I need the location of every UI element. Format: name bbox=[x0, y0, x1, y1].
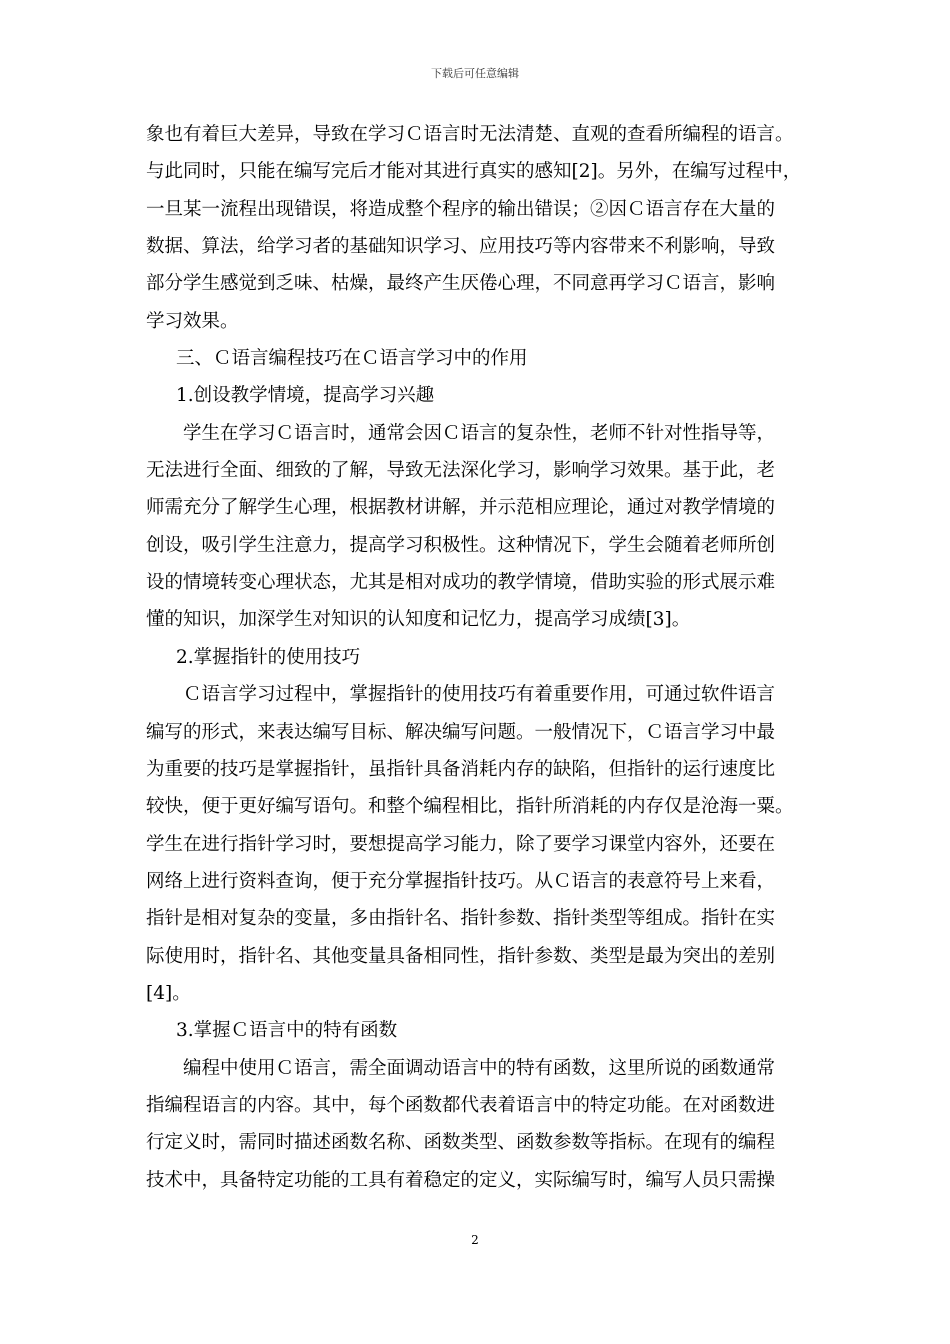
text-line: 懂的知识，加深学生对知识的认知度和记忆力，提高学习成绩[3]。 bbox=[146, 609, 691, 631]
text-line: Ｃ语言学习过程中，掌握指针的使用技巧有着重要作用，可通过软件语言 bbox=[183, 684, 776, 706]
page-number: 2 bbox=[471, 1233, 479, 1247]
text-line: 指编程语言的内容。其中，每个函数都代表着语言中的特定功能。在对函数进 bbox=[146, 1094, 776, 1116]
document-body bbox=[146, 116, 814, 1199]
text-line: 编程中使用Ｃ语言，需全面调动语言中的特有函数，这里所说的函数通常 bbox=[183, 1057, 776, 1079]
text-line: 编写的形式，来表达编写目标、解决编写问题。一般情况下，Ｃ语言学习中最 bbox=[146, 721, 776, 743]
subsection-heading: 2.掌握指针的使用技巧 bbox=[176, 646, 361, 668]
subsection-heading: 1.创设教学情境，提高学习兴趣 bbox=[176, 385, 435, 407]
text-line: [4]。 bbox=[146, 982, 191, 1004]
text-line: 师需充分了解学生心理，根据教材讲解，并示范相应理论，通过对教学情境的 bbox=[146, 497, 776, 519]
text-line: 为重要的技巧是掌握指针，虽指针具备消耗内存的缺陷，但指针的运行速度比 bbox=[146, 758, 776, 780]
text-line: 指针是相对复杂的变量，多由指针名、指针参数、指针类型等组成。指针在实 bbox=[146, 908, 776, 930]
text-line: 学习效果。 bbox=[146, 310, 239, 332]
text-line: 技术中，具备特定功能的工具有着稳定的定义，实际编写时，编写人员只需操 bbox=[146, 1169, 776, 1191]
text-line: 无法进行全面、细致的了解，导致无法深化学习，影响学习效果。基于此，老 bbox=[146, 460, 776, 482]
text-line: 象也有着巨大差异，导致在学习Ｃ语言时无法清楚、直观的查看所编程的语言。 bbox=[146, 124, 794, 145]
text-line: 数据、算法，给学习者的基础知识学习、应用技巧等内容带来不利影响，导致 bbox=[146, 236, 776, 258]
text-line: 与此同时，只能在编写完后才能对其进行真实的感知[2]。另外，在编写过程中， bbox=[146, 161, 802, 183]
text-line: 学生在进行指针学习时，要想提高学习能力，除了要学习课堂内容外，还要在 bbox=[146, 833, 776, 855]
text-line: 较快，便于更好编写语句。和整个编程相比，指针所消耗的内存仅是沧海一粟。 bbox=[146, 796, 794, 818]
text-line: 学生在学习Ｃ语言时，通常会因Ｃ语言的复杂性，老师不针对性指导等， bbox=[183, 422, 776, 444]
text-line: 际使用时，指针名、其他变量具备相同性，指针参数、类型是最为突出的差别 bbox=[146, 945, 776, 967]
section-heading: 三、Ｃ语言编程技巧在Ｃ语言学习中的作用 bbox=[176, 348, 528, 370]
text-line: 创设，吸引学生注意力，提高学习积极性。这种情况下，学生会随着老师所创 bbox=[146, 534, 776, 556]
text-line: 部分学生感觉到乏味、枯燥，最终产生厌倦心理，不同意再学习Ｃ语言，影响 bbox=[146, 273, 776, 295]
text-line: 网络上进行资料查询，便于充分掌握指针技巧。从Ｃ语言的表意符号上来看， bbox=[146, 870, 776, 892]
subsection-heading: 3.掌握Ｃ语言中的特有函数 bbox=[176, 1020, 398, 1042]
text-line: 行定义时，需同时描述函数名称、函数类型、函数参数等指标。在现有的编程 bbox=[146, 1132, 776, 1154]
page-header: 下载后可任意编辑 bbox=[431, 67, 519, 80]
text-line: 一旦某一流程出现错误，将造成整个程序的输出错误；②因Ｃ语言存在大量的 bbox=[146, 198, 776, 220]
text-line: 设的情境转变心理状态，尤其是相对成功的教学情境，借助实验的形式展示难 bbox=[146, 572, 776, 594]
